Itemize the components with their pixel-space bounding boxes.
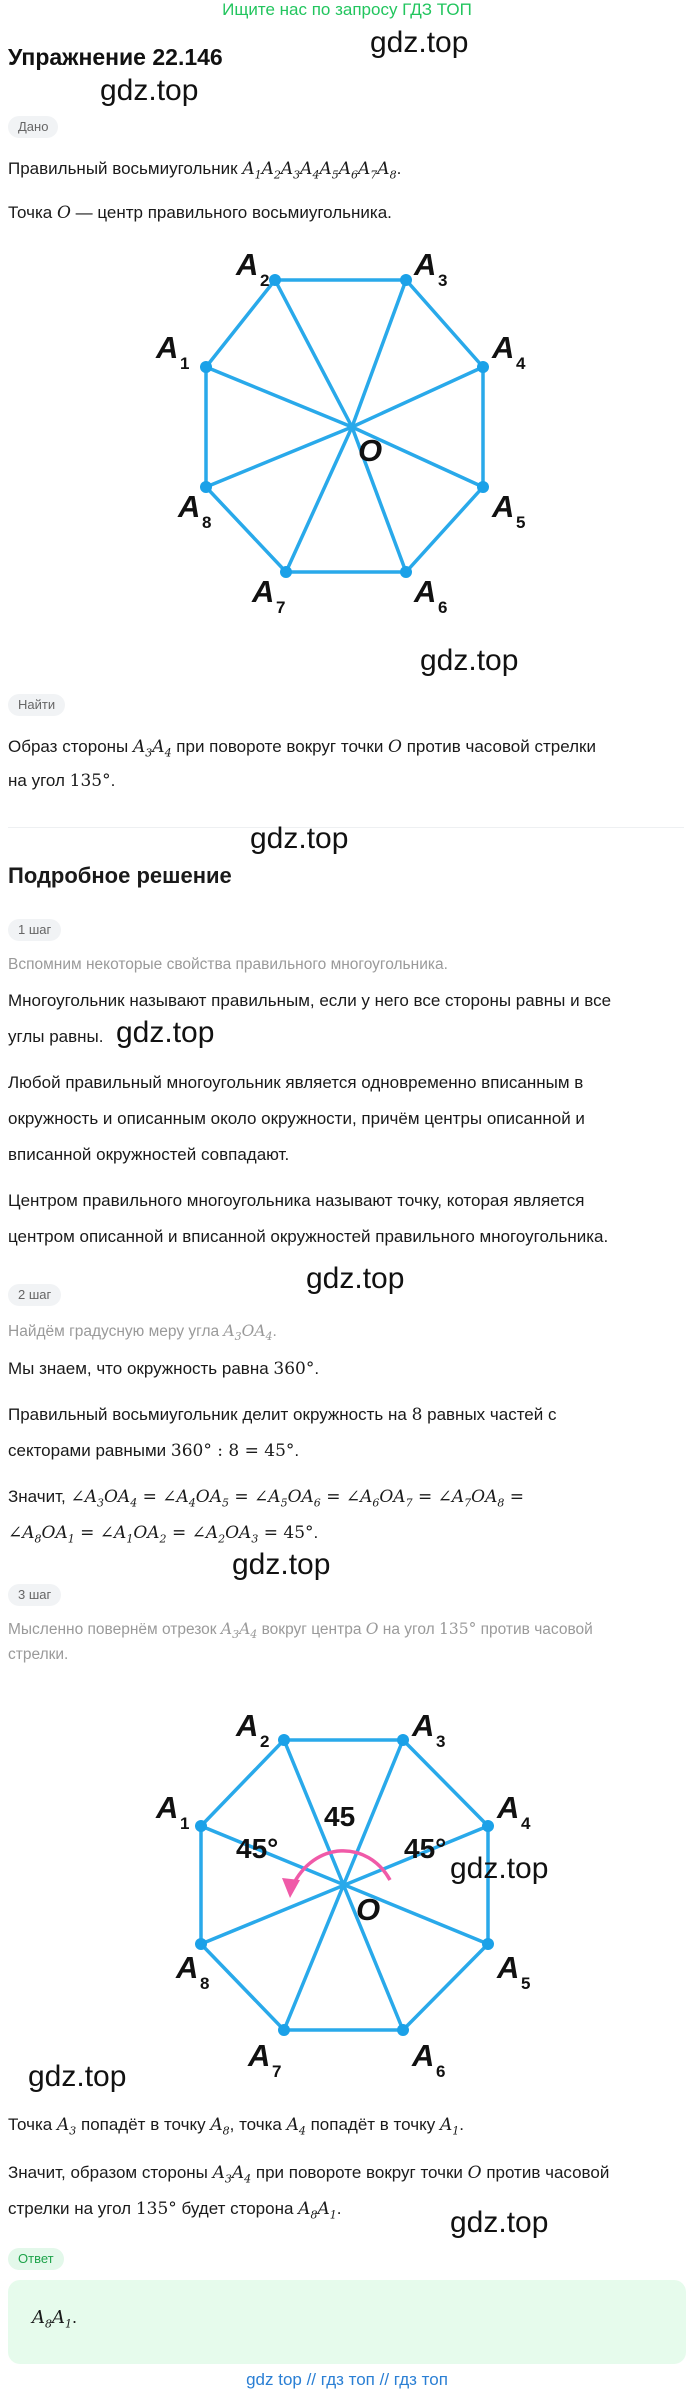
answer-box <box>8 2280 686 2364</box>
step-2-line: секторами равными 360° : 8 = 45°. <box>8 1441 300 1461</box>
octagon-lines <box>201 1740 488 2030</box>
step-3-hint: стрелки. <box>8 1646 69 1663</box>
label-a1: A <box>156 1790 179 1825</box>
step-3-chip: 3 шаг <box>8 1584 61 1606</box>
label-a4: A <box>492 330 515 365</box>
svg-text:8: 8 <box>200 1974 210 1993</box>
svg-text:8: 8 <box>202 513 212 532</box>
octagon-diagram-1 <box>140 240 570 620</box>
svg-text:3: 3 <box>436 1732 446 1751</box>
label-a5: A <box>497 1950 520 1985</box>
given-line-1: Правильный восьмиугольник $A_1A_2A_3A_4A_5A_6A_7A_8$. <box>8 159 402 182</box>
label-a6: A <box>414 574 437 609</box>
step-1-line: Центром правильного многоугольника называют точку, которая является <box>8 1191 585 1210</box>
step-1-line: углы равны. <box>8 1027 104 1046</box>
page-title: Упражнение 22.146 <box>8 44 223 70</box>
label-a3: A <box>414 247 437 282</box>
step-2-line: Правильный восьмиугольник делит окружность на 8 равных частей с <box>8 1405 557 1425</box>
search-hint-link[interactable]: Ищите нас по запросу ГДЗ ТОП <box>222 0 472 19</box>
step-1-line: Многоугольник называют правильным, если у него все стороны равны и все <box>8 991 612 1010</box>
svg-text:1: 1 <box>180 1814 190 1833</box>
watermark: gdz.top <box>116 1016 215 1049</box>
step-1-line: центром описанной и вписанной окружностей правильного многоугольника. <box>8 1227 609 1246</box>
angle-label-left: 45° <box>236 1833 279 1864</box>
svg-text:2: 2 <box>260 271 270 290</box>
given-chip: Дано <box>8 116 58 138</box>
label-a6: A <box>412 2038 435 2073</box>
label-a2: A <box>236 247 259 282</box>
svg-text:6: 6 <box>436 2062 446 2081</box>
angle-label-right: 45° <box>404 1833 447 1864</box>
svg-text:6: 6 <box>438 598 448 617</box>
watermark: gdz.top <box>100 74 199 107</box>
solution-title: Подробное решение <box>8 863 232 888</box>
label-a4: A <box>497 1790 520 1825</box>
find-chip: Найти <box>8 694 65 716</box>
label-o: O <box>356 1892 381 1927</box>
step-1-line: Любой правильный многоугольник является одновременно вписанным в <box>8 1073 584 1092</box>
watermark: gdz.top <box>306 1262 405 1295</box>
answer-value: $A_8A_1$. <box>32 2307 78 2331</box>
label-a2: A <box>236 1708 259 1743</box>
watermark: gdz.top <box>232 1548 331 1581</box>
watermark: gdz.top <box>28 2060 127 2093</box>
svg-text:7: 7 <box>276 598 286 617</box>
label-a7: A <box>248 2038 271 2073</box>
label-a3: A <box>412 1708 435 1743</box>
arrow-head <box>282 1878 300 1898</box>
watermark: gdz.top <box>250 822 349 855</box>
step-3-line: Значит, образом стороны $A_3A_4$ при повороте вокруг точки O против часовой <box>8 2163 610 2186</box>
step-3-line: Точка $A_3$ попадёт в точку $A_8$, точка $A_4$ попадёт в точку $A_1$. <box>8 2115 464 2138</box>
step-2-hint: Найдём градусную меру угла $A_3OA_4$. <box>8 1322 277 1344</box>
step-1-line: окружность и описанным около окружности, причём центры описанной и <box>8 1109 585 1128</box>
label-a1: A <box>156 330 179 365</box>
watermark: gdz.top <box>450 2206 549 2239</box>
step-3-hint: Мысленно повернём отрезок $A_3A_4$ вокруг центра O на угол 135° против часовой <box>8 1620 593 1642</box>
svg-text:7: 7 <box>272 2062 282 2081</box>
footer-links[interactable]: gdz top // гдз топ // гдз топ <box>246 2370 448 2389</box>
label-a8: A <box>178 489 201 524</box>
step-2-line: $\angle A_8OA_1$ = $\angle A_1OA_2$ = $\angle A_2OA_3 = 45^\circ$. <box>8 1523 319 1546</box>
svg-text:2: 2 <box>260 1732 270 1751</box>
step-2-line: Мы знаем, что окружность равна 360°. <box>8 1359 320 1379</box>
svg-text:1: 1 <box>180 354 190 373</box>
given-line-2: Точка O — центр правильного восьмиугольника. <box>8 203 392 223</box>
label-a7: A <box>252 574 275 609</box>
step-2-line: Значит, $\angle A_3OA_4$ = $\angle A_4OA_5$ = $\angle A_5OA_6$ = $\angle A_6OA_7$ = $\angle A_7OA_8$ = <box>8 1487 525 1510</box>
step-1-chip: 1 шаг <box>8 919 61 941</box>
watermark: gdz.top <box>420 644 519 677</box>
svg-text:5: 5 <box>516 513 526 532</box>
step-1-line: вписанной окружностей совпадают. <box>8 1145 290 1164</box>
find-line-1: Образ стороны $A_3A_4$ при повороте вокруг точки O против часовой стрелки <box>8 737 596 760</box>
label-a8: A <box>176 1950 199 1985</box>
watermark: gdz.top <box>370 26 469 59</box>
svg-text:3: 3 <box>438 271 448 290</box>
answer-chip: Ответ <box>8 2248 64 2270</box>
watermark: gdz.top <box>450 1852 549 1885</box>
angle-label-top: 45 <box>324 1801 356 1832</box>
svg-text:4: 4 <box>521 1814 531 1833</box>
step-3-line: стрелки на угол 135° будет сторона $A_8A_1$. <box>8 2199 342 2222</box>
svg-text:5: 5 <box>521 1974 531 1993</box>
svg-text:4: 4 <box>516 354 526 373</box>
find-line-2: на угол 135°. <box>8 771 116 791</box>
octagon-lines <box>206 280 483 572</box>
label-a5: A <box>492 489 515 524</box>
step-1-hint: Вспомним некоторые свойства правильного многоугольника. <box>8 956 448 973</box>
step-2-chip: 2 шаг <box>8 1284 61 1306</box>
label-o: O <box>358 433 383 468</box>
